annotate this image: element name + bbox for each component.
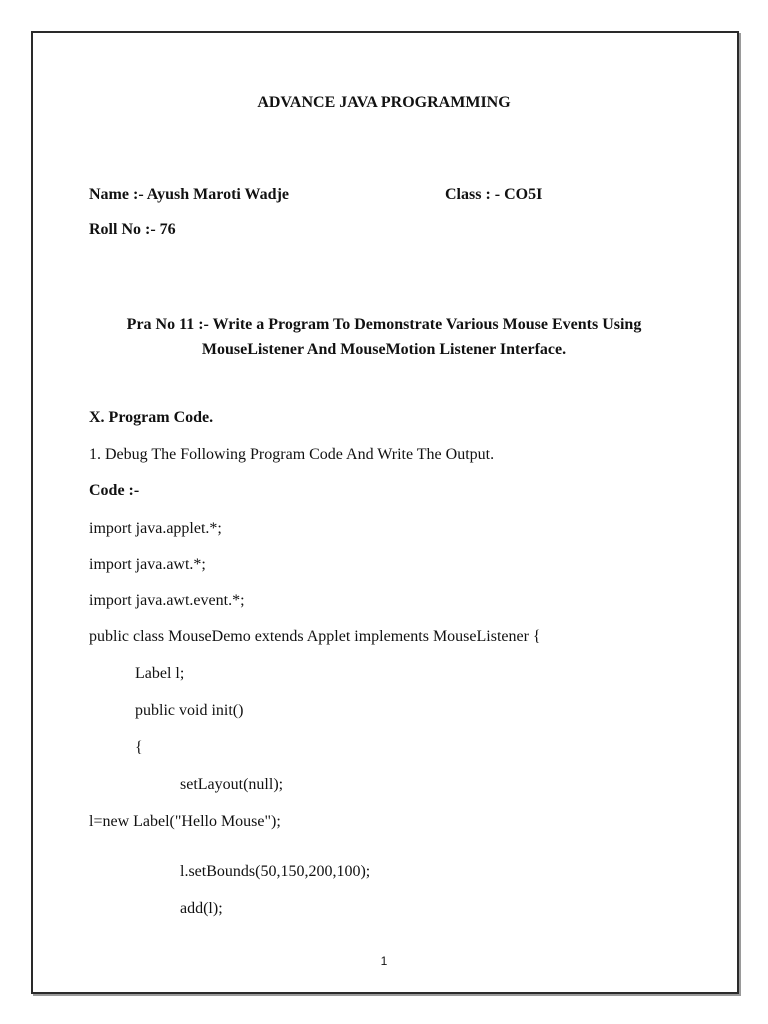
code-line: { bbox=[135, 739, 143, 756]
code-line: public class MouseDemo extends Applet implements MouseListener { bbox=[89, 628, 541, 645]
code-line: l=new Label("Hello Mouse"); bbox=[89, 813, 281, 830]
code-label: Code :- bbox=[89, 482, 140, 499]
code-line: public void init() bbox=[135, 702, 244, 719]
question-text: 1. Debug The Following Program Code And Write The Output. bbox=[89, 446, 495, 463]
student-class: Class : - CO5I bbox=[445, 186, 543, 203]
practical-heading bbox=[40, 312, 728, 362]
roll-number: Roll No :- 76 bbox=[89, 221, 176, 238]
code-line: import java.awt.*; bbox=[89, 556, 206, 573]
code-line: Label l; bbox=[135, 665, 185, 682]
code-line: setLayout(null); bbox=[180, 776, 284, 793]
code-line: import java.applet.*; bbox=[89, 520, 222, 537]
section-heading: X. Program Code. bbox=[89, 409, 214, 426]
code-line: import java.awt.event.*; bbox=[89, 592, 245, 609]
page-border bbox=[31, 31, 739, 994]
practical-heading-line-1: Pra No 11 :- Write a Program To Demonstrate Various Mouse Events Using bbox=[126, 316, 642, 333]
code-line: l.setBounds(50,150,200,100); bbox=[180, 863, 371, 880]
practical-heading-line-2: MouseListener And MouseMotion Listener Interface. bbox=[201, 341, 567, 358]
page-number: 1 bbox=[380, 954, 388, 968]
student-name: Name :- Ayush Maroti Wadje bbox=[89, 186, 289, 203]
code-line: add(l); bbox=[180, 900, 223, 917]
document-title: ADVANCE JAVA PROGRAMMING bbox=[257, 94, 511, 111]
